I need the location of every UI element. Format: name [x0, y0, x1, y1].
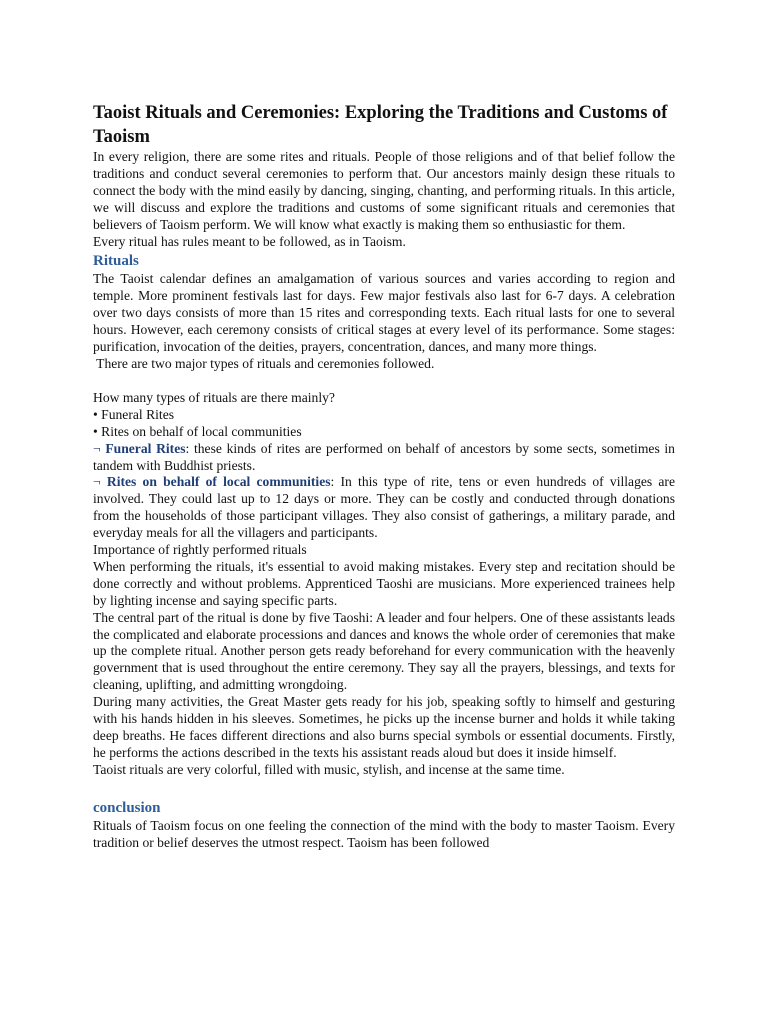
local-rites-paragraph: [93, 474, 675, 542]
blank-line: [93, 779, 675, 798]
funeral-rites-term: Funeral Rites: [105, 440, 186, 456]
conclusion-heading: conclusion: [93, 799, 161, 816]
intro-rule-line: Every ritual has rules meant to be followed, as in Taoism.: [93, 233, 406, 249]
rituals-heading: Rituals: [93, 253, 139, 270]
importance-paragraph-4: Taoist rituals are very colorful, filled with music, stylish, and incense at the same time.: [93, 761, 565, 777]
rituals-paragraph: The Taoist calendar defines an amalgamation of various sources and varies according to region and temple. More prominent festivals last for days. Few major festivals also last for 6-7 days. A celebration over two days consists of more than 15 rites and corresponding texts. Each ritual lasts for one to several hours. However, each ceremony consists of critical stages at every level of its performance. Some stages: purification, invocation of the deities, prayers, concentration, dances, and many more things.: [93, 271, 675, 355]
bullet-local-rites: • Rites on behalf of local communities: [93, 423, 302, 439]
local-rites-term: Rites on behalf of local communities: [106, 474, 331, 490]
document-title: Taoist Rituals and Ceremonies: Exploring the Traditions and Customs of Taoism: [93, 103, 668, 147]
importance-paragraph-3: During many activities, the Great Master gets ready for his job, speaking softly to himself and gesturing with his hands hidden in his sleeves. Sometimes, he picks up the incense burner and holds it while taking deep breaths. He faces different directions and also burns special symbols or essential documents. Firstly, he performs the actions described in the texts his assistant reads aloud but does it inside himself.: [93, 694, 675, 760]
importance-paragraph-2: The central part of the ritual is done by five Taoshi: A leader and four helpers. One of these assistants leads the complicated and elaborate processions and dances and knows the whole order of ceremonies that make up the complete ritual. Another person gets ready beforehand for every communication with the heavenly government that is used throughout the entire ceremony. They say all the prayers, blessings, and texts for cleaning, uplifting, and admitting wrongdoing.: [93, 609, 675, 693]
conclusion-paragraph: Rituals of Taoism focus on one feeling the connection of the mind with the body to master Taoism. Every tradition or belief deserves the utmost respect. Taoism has been followed: [93, 817, 675, 850]
funeral-rites-text: : these kinds of rites are performed on behalf of ancestors by some sects, sometimes in tandem with Buddhist priests.: [93, 440, 675, 473]
importance-heading: Importance of rightly performed rituals: [93, 542, 307, 558]
types-question: How many types of rituals are there mainly?: [93, 389, 335, 405]
rituals-types-line: There are two major types of rituals and ceremonies followed.: [93, 355, 435, 371]
document-page: [93, 101, 675, 852]
importance-paragraph-1: When performing the rituals, it's essential to avoid making mistakes. Every step and recitation should be done correctly and without problems. Apprenticed Taoshi are musicians. More experienced trainees help by lighting incense and saying specific parts.: [93, 558, 675, 608]
blank-line: [93, 373, 675, 390]
bullet-funeral-rites: • Funeral Rites: [93, 406, 175, 422]
negation-mark: ¬: [93, 474, 101, 490]
negation-mark: ¬: [93, 440, 101, 456]
intro-paragraph: In every religion, there are some rites and rituals. People of those religions and of that belief follow the traditions and conduct several ceremonies to perform that. Our ancestors mainly design these rituals to connect the body with the mind easily by dancing, singing, chanting, and performing rituals. In this article, we will discuss and explore the traditions and customs of some significant rituals and ceremonies that believers of Taoism perform. We will know what exactly is making them so enthusiastic for them.: [93, 149, 675, 232]
local-rites-text: : In this type of rite, tens or even hundreds of villages are involved. They could last up to 12 days or more. They can be costly and conducted through donations from the households of those participant villages. They also consist of gatherings, a military parade, and everyday meals for all the villagers and participants.: [93, 474, 675, 541]
funeral-rites-paragraph: [93, 441, 675, 475]
